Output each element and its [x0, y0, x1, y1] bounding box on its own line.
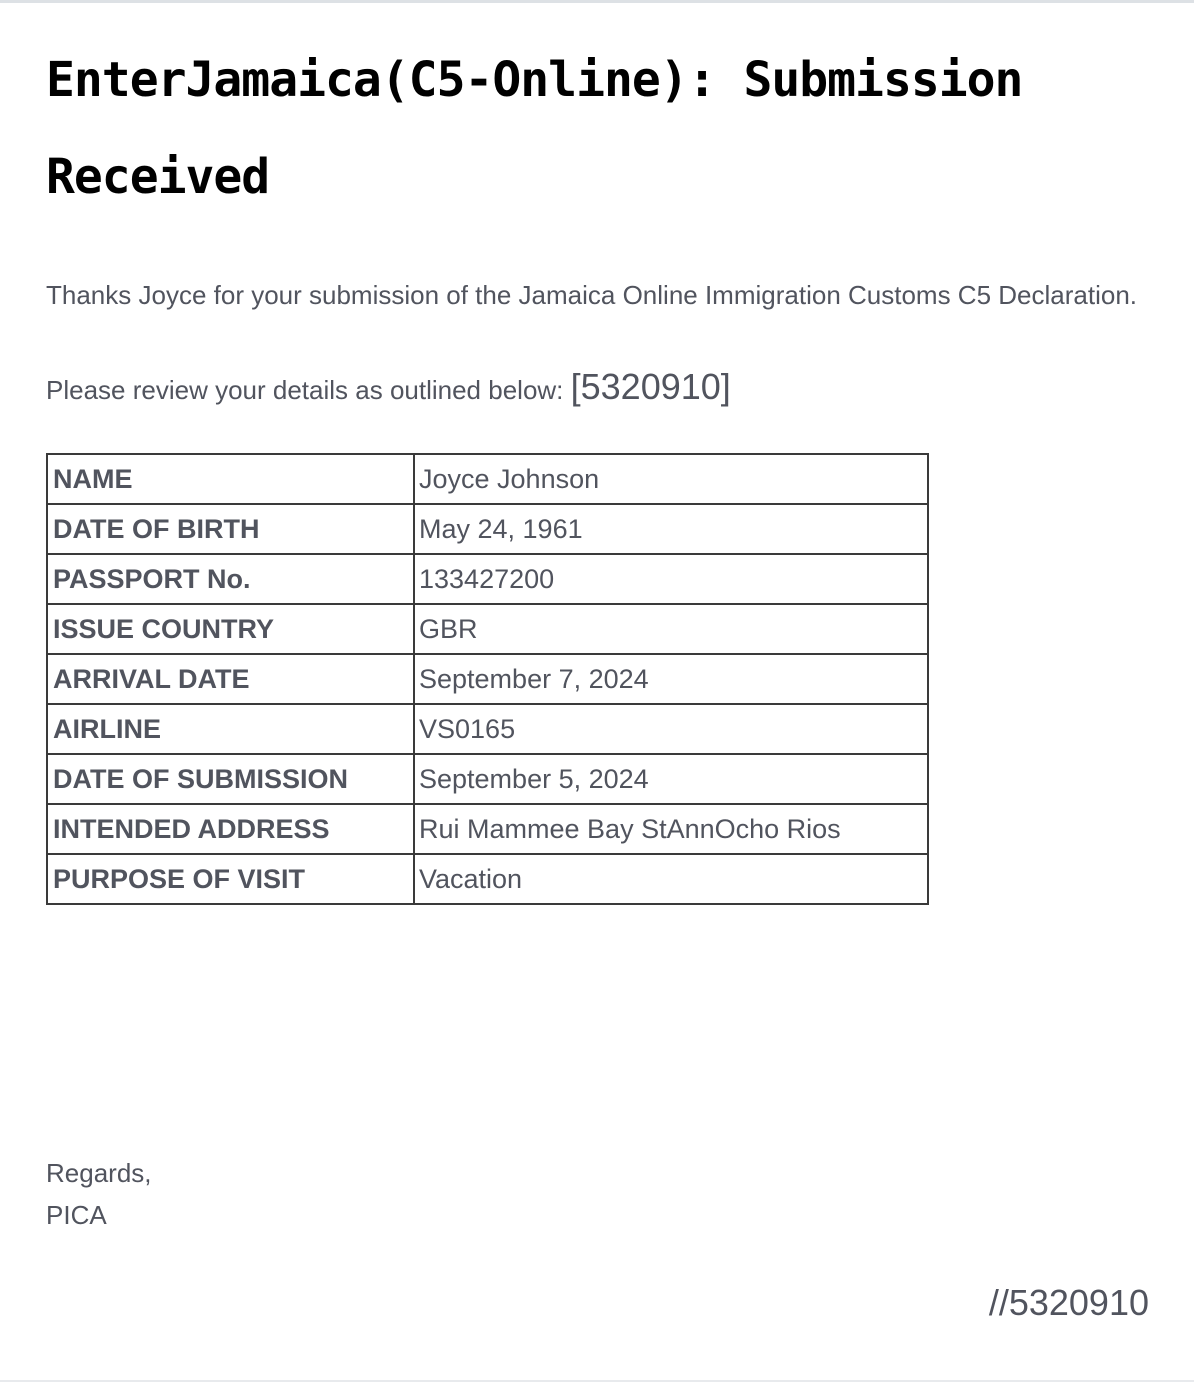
row-value: VS0165 — [414, 704, 928, 754]
row-label: ISSUE COUNTRY — [47, 604, 414, 654]
row-value: 133427200 — [414, 554, 928, 604]
reference-number: [5320910] — [570, 366, 731, 407]
signature-block — [46, 1152, 152, 1236]
footer-reference: //5320910 — [988, 1282, 1149, 1323]
table-row — [47, 704, 928, 754]
row-value: GBR — [414, 604, 928, 654]
review-text: Please review your details as outlined below: — [46, 375, 564, 405]
table-row — [47, 454, 928, 504]
row-value: Rui Mammee Bay StAnnOcho Rios — [414, 804, 928, 854]
row-value: September 5, 2024 — [414, 754, 928, 804]
row-value: September 7, 2024 — [414, 654, 928, 704]
table-row — [47, 804, 928, 854]
review-line — [46, 366, 1156, 411]
details-table — [46, 453, 929, 905]
regards-text: Regards, — [46, 1158, 152, 1188]
table-row — [47, 754, 928, 804]
row-label: INTENDED ADDRESS — [47, 804, 414, 854]
row-label: ARRIVAL DATE — [47, 654, 414, 704]
row-label: PASSPORT No. — [47, 554, 414, 604]
top-border — [0, 0, 1194, 3]
row-label: DATE OF BIRTH — [47, 504, 414, 554]
table-row — [47, 604, 928, 654]
row-label: DATE OF SUBMISSION — [47, 754, 414, 804]
table-row — [47, 654, 928, 704]
table-row — [47, 854, 928, 904]
row-label: AIRLINE — [47, 704, 414, 754]
intro-text: Thanks Joyce for your submission of the Jamaica Online Immigration Customs C5 Declaration. — [46, 280, 1137, 310]
row-label: PURPOSE OF VISIT — [47, 854, 414, 904]
row-value: Vacation — [414, 854, 928, 904]
page-title: EnterJamaica(C5-Online): Submission Received — [46, 52, 1023, 205]
row-value: May 24, 1961 — [414, 504, 928, 554]
table-row — [47, 504, 928, 554]
row-label: NAME — [47, 454, 414, 504]
row-value: Joyce Johnson — [414, 454, 928, 504]
table-row — [47, 554, 928, 604]
email-body — [46, 32, 1156, 905]
sender-name: PICA — [46, 1200, 107, 1230]
